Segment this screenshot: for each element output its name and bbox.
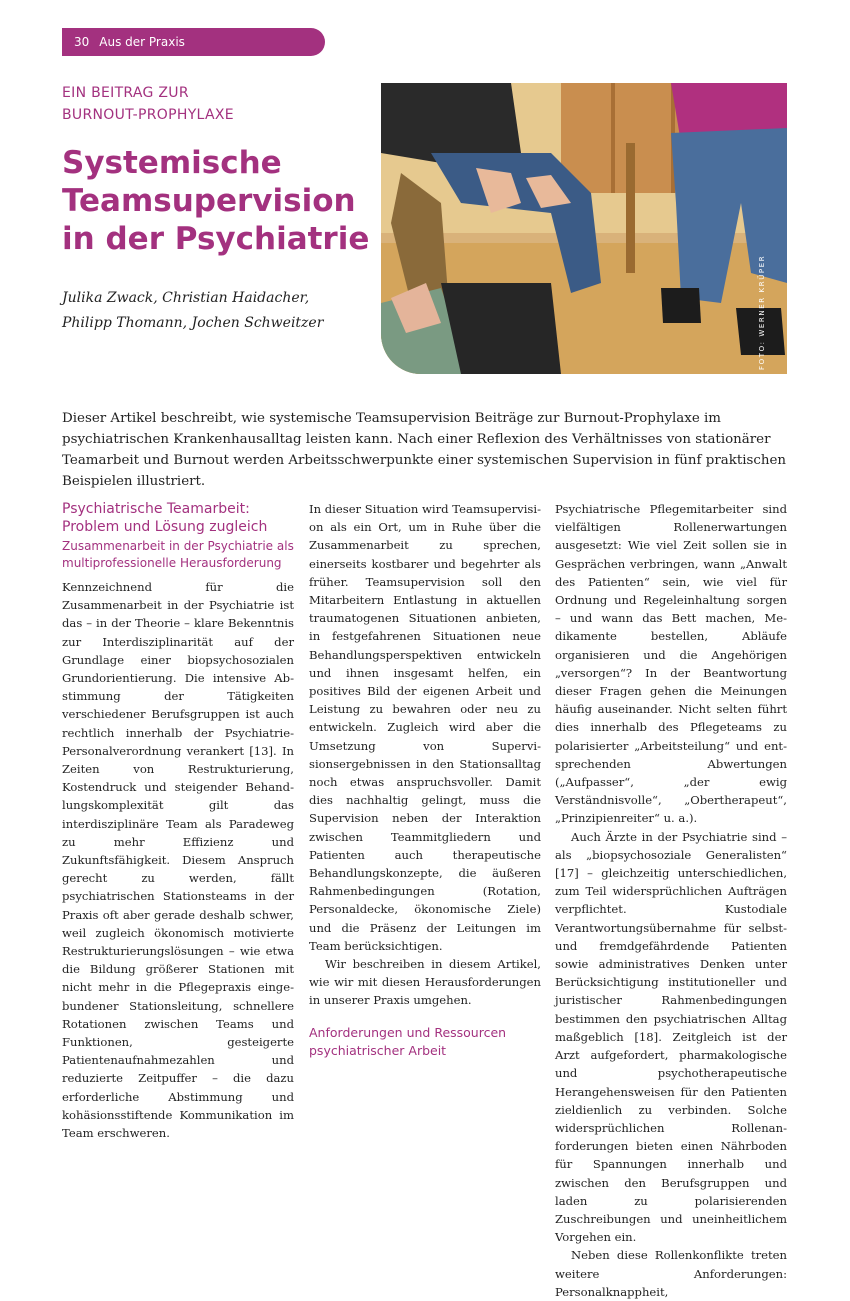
body-paragraph: Wir beschreiben in diesem Artikel, wie wir mit diesen Herausforderungen in unserer Praxis umgehen. xyxy=(309,957,541,1008)
title-line: in der Psychiatrie xyxy=(62,221,370,257)
photo-credit: FOTO: WERNER KRÜPER xyxy=(758,254,766,370)
body-paragraph: Neben diese Rollenkonflikte treten weitere Anforderungen: Personalknappheit, xyxy=(555,1248,787,1299)
photo-illustration xyxy=(381,83,787,374)
kicker-line: BURNOUT-PROPHYLAXE xyxy=(62,107,234,123)
section-name: Aus der Praxis xyxy=(99,35,185,49)
article-photo xyxy=(381,83,787,374)
article-title xyxy=(62,144,372,258)
authors-line: Philipp Thomann, Jochen Schweitzer xyxy=(62,315,324,331)
heading-line: Anforderungen und Ressourcen xyxy=(309,1024,507,1040)
title-line: Teamsupervision xyxy=(62,183,356,219)
kicker-line: EIN BEITRAG ZUR xyxy=(62,85,189,101)
title-line: Systemische xyxy=(62,145,282,181)
body-paragraph: Auch Ärzte in der Psychiatrie sind – als „biopsychosoziale Generalisten“ [17] – gleichzeitig unterschiedlichen, zum Teil widersprüchlichen Aufträgen verpflichtet. Kustodiale Verantwortungsübernahme für selbst- und fremdgefährdende Patienten sowie administratives Denken unter Berücksichtigung institutioneller und juristischer Rahmenbedingungen bestimmen den psychiatrischen Alltag maßgeblich [18]. Zeitgleich ist der Arzt aufgefordert, pharmakologische und psychotherapeutische Herangehensweisen für den Patienten zieldienlich zu verbinden. Solche widersprüchlichen Rollenanforderungen bieten einen Nährboden für Spannungen innerhalb und zwischen den Berufsgruppen und laden zu polarisierenden Zuschreibungen und uneinheitlichem Vorgehen ein. xyxy=(555,829,787,1245)
body-paragraph-continued: In dieser Situation wird Teamsupervision als ein Ort, um in Ruhe über die Zusammenarbeit zu sprechen, einerseits kostbarer und begehrter als früher. Teamsupervision soll den Mitarbeitern Entlastung in aktuellen traumatogenen Situationen anbieten, in festgefahrenen Situationen neue Behandlungsperspektiven entwickeln und ihnen insgesamt helfen, ein positives Bild der eigenen Arbeit und Leistung zu bewahren oder neu zu entwickeln. Zugleich wird aber die Umsetzung von Supervisionsergebnissen in den Stationsalltag noch etwas anspruchsvoller. Damit dies nachhaltig gelingt, muss die Supervision neben der Interaktion zwischen Teammitgliedern und Patienten auch therapeutische Behandlungskonzepte, die äußeren Rahmenbedingungen (Rotation, Personaldecke, ökonomische Ziele) und die Präsenz der Leitungen im Team berücksichtigen. xyxy=(309,502,541,953)
body-paragraph-continued: Psychiatrische Pflegemitarbeiter sind vielfältigen Rollenerwartungen ausgesetzt: Wie viel Zeit sollen sie in Gesprächen verbringen, wann „Anwalt des Patienten“ sein, wie viel für Ordnung und Regeleinhaltung sorgen – und wann das Bett machen, Medikamente bestellen, Abläufe organisieren und die Angehörigen „versorgen“? In der Beantwortung dieser Fragen gehen die Meinungen häufig auseinander. Nicht selten führt dies innerhalb des Pflegeteams zu polarisierter „Arbeitsteilung“ und entsprechenden Abwertungen („Aufpasser“, „der ewig Verständnisvolle“, „Obertherapeut“, „Prinzipienreiter“ u. a.). xyxy=(555,502,787,826)
heading-line: Psychiatrische Teamarbeit: xyxy=(62,501,250,517)
kicker xyxy=(62,82,362,126)
subheading-line: multiprofessionelle Herausforderung xyxy=(62,556,282,570)
text-column-1 xyxy=(62,500,294,1142)
authors xyxy=(62,286,362,336)
body-paragraph: Kennzeichnend für die Zusammenarbeit in der Psychiatrie ist das – in der Theorie – klare Bekenntnis zur Interdisziplinarität auf der Grundlage einer biopsychosozialen Grundorientierung. Die intensive Abstimmung der Tätigkeiten verschiedener Berufsgruppen ist auch rechtlich innerhalb der Psychiatrie-Personalverordnung verankert [13]. In Zeiten von Restrukturierung, Kostendruck und steigender Behandlungskomplexität gilt das interdisziplinäre Team als Paradeweg zu mehr Effizienz und Zukunftsfähigkeit. Diesem Anspruch gerecht zu werden, fällt psychiatrischen Stationsteams in der Praxis oft aber gerade deshalb schwer, weil zugleich ökonomisch motivierte Restrukturierungslösungen – wie etwa die Bildung größerer Stationen mit nicht mehr in die Pflegepraxis eingebundener Stationsleitung, schnellere Rotationen zwischen Teams und Funktionen, gesteigerte Patientenaufnahmezahlen und reduzierte Zeitpuffer – die dazu erforderliche Abstimmung und kohäsionsstiftende Kommunikation im Team erschweren. xyxy=(62,580,294,1141)
text-column-2 xyxy=(309,500,541,1066)
subheading-line: Zusammenarbeit in der Psychiatrie als xyxy=(62,539,294,553)
authors-line: Julika Zwack, Christian Haidacher, xyxy=(62,290,310,306)
heading-line: psychiatrischer Arbeit xyxy=(309,1042,447,1058)
text-column-3 xyxy=(555,500,787,1301)
abstract: Dieser Artikel beschreibt, wie systemische Teamsupervision Beiträge zur Burnout-Prophylaxe im psychiatrischen Krankenhausalltag leisten kann. Nach einer Reflexion des Verhältnisses von stationärer Teamarbeit und Burnout werden Arbeitsschwerpunkte einer systemischen Supervision in fünf praktischen Beispielen illustriert. xyxy=(62,411,787,489)
section-heading xyxy=(62,500,294,536)
page-number: 30 xyxy=(74,35,90,49)
heading-line: Problem und Lösung zugleich xyxy=(62,519,268,535)
running-header xyxy=(62,28,325,56)
section-subheading xyxy=(62,538,294,572)
section-heading xyxy=(309,1024,541,1060)
